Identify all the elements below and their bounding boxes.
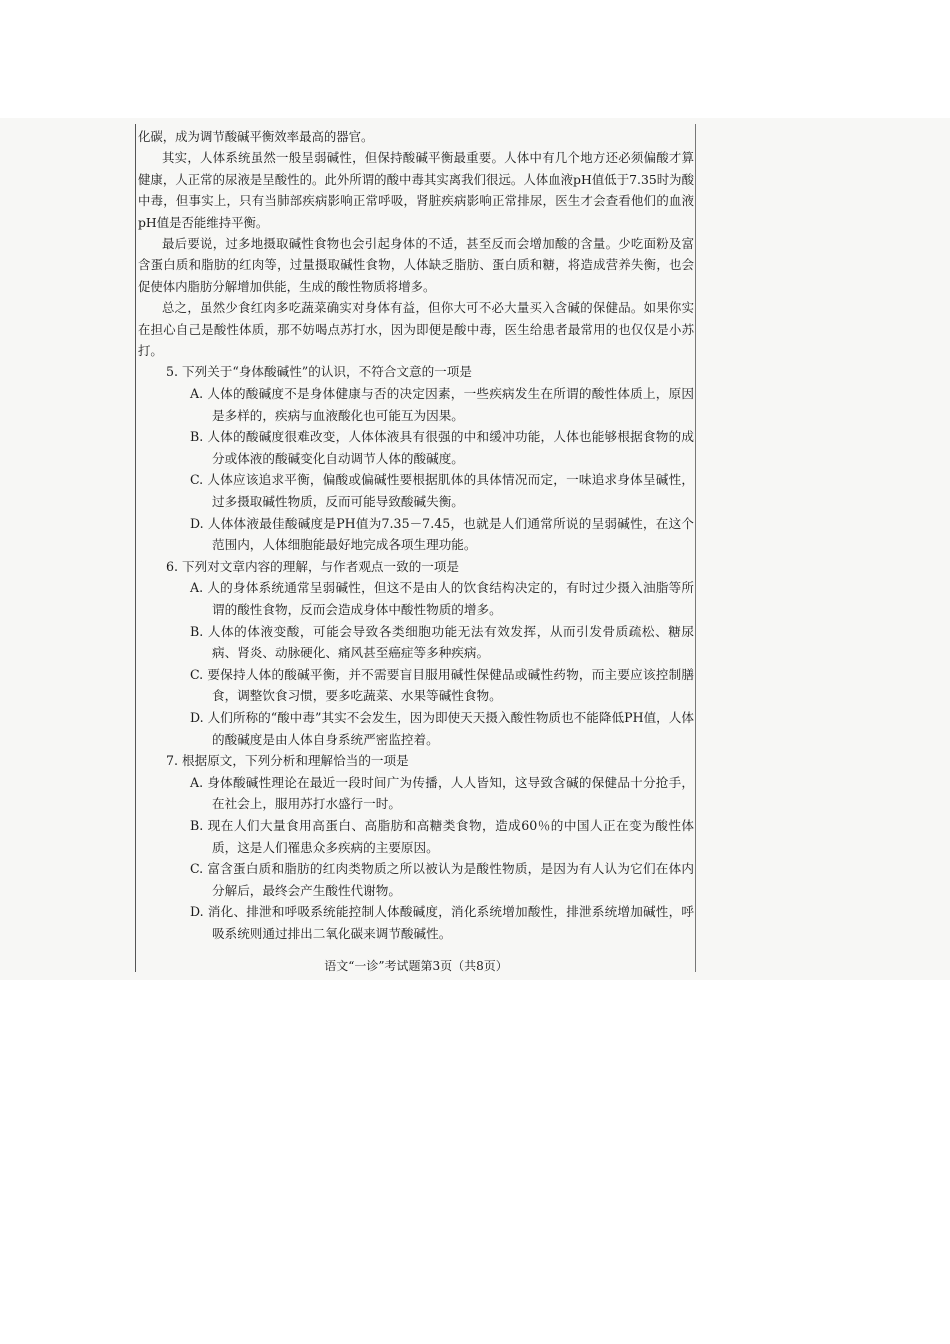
passage-paragraph: 其实，人体系统虽然一般呈弱碱性，但保持酸碱平衡最重要。人体中有几个地方还必须偏酸才算健康，人正常的尿液是呈酸性的。此外所谓的酸中毒其实离我们很远。人体血液pH值低于7.35时为酸中毒，但事实上，只有当肺部疾病影响正常呼吸，肾脏疾病影响正常排尿，医生才会查看他们的血液pH值是否能维持平衡。 [138,150,694,230]
option-d: D. 人们所称的“酸中毒”其实不会发生，因为即使天天摄入酸性物质也不能降低PH值，人体的酸碱度是由人体自身系统严密监控着。 [190,709,694,747]
page-content [138,126,694,945]
option-b: B. 人体的酸碱度很难改变，人体体液具有很强的中和缓冲功能，人体也能够根据食物的成分或体液的酸碱变化自动调节人体的酸碱度。 [190,429,694,466]
question-6 [138,556,694,750]
option-a: A. 人的身体系统通常呈弱碱性，但这不是由人的饮食结构决定的，有时过少摄入油脂等所谓的酸性食物，反而会造成身体中酸性物质的增多。 [190,580,694,617]
question-stem: 6. 下列对文章内容的理解，与作者观点一致的一项是 [166,558,460,574]
right-margin-rule [695,124,696,972]
option-b: B. 人体的体液变酸，可能会导致各类细胞功能无法有效发挥，从而引发骨质疏松、糖尿病、肾炎、动脉硬化、痛风甚至癌症等多种疾病。 [190,623,694,661]
option-b: B. 现在人们大量食用高蛋白、高脂肪和高糖类食物，造成60％的中国人正在变为酸性体质，这是人们罹患众多疾病的主要原因。 [190,817,694,855]
option-c: C. 富含蛋白质和脂肪的红肉类物质之所以被认为是酸性物质，是因为有人认为它们在体内分解后，最终会产生酸性代谢物。 [190,861,694,898]
passage-paragraph: 总之，虽然少食红肉多吃蔬菜确实对身体有益，但你大可不必大量买入含碱的保健品。如果你实在担心自己是酸性体质，那不妨喝点苏打水，因为即便是酸中毒，医生给患者最常用的也仅仅是小苏打。 [138,300,694,359]
option-d: D. 人体体液最佳酸碱度是PH值为7.35－7.45，也就是人们通常所说的呈弱碱性，在这个范围内，人体细胞能最好地完成各项生理功能。 [190,515,694,553]
passage-paragraph: 化碳，成为调节酸碱平衡效率最高的器官。 [138,129,374,144]
left-margin-rule [135,124,136,972]
option-c: C. 要保持人体的酸碱平衡，并不需要盲目服用碱性保健品或碱性药物，而主要应该控制膳食，调整饮食习惯，要多吃蔬菜、水果等碱性食物。 [190,666,694,704]
question-stem: 7. 根据原文，下列分析和理解恰当的一项是 [166,753,409,769]
page-footer: 语文“一诊”考试题第3页（共8页） [324,959,508,973]
option-c: C. 人体应该追求平衡，偏酸或偏碱性要根据肌体的具体情况而定，一味追求身体呈碱性，过多摄取碱性物质，反而可能导致酸碱失衡。 [190,472,694,510]
question-stem: 5. 下列关于“身体酸碱性”的认识，不符合文意的一项是 [166,364,472,380]
question-5 [138,361,694,555]
option-a: A. 人体的酸碱度不是身体健康与否的决定因素，一些疾病发生在所谓的酸性体质上，原因是多样的，疾病与血液酸化也可能互为因果。 [190,386,694,423]
passage-paragraph: 最后要说，过多地摄取碱性食物也会引起身体的不适，甚至反而会增加酸的含量。少吃面粉及富含蛋白质和脂肪的红肉等，过量摄取碱性食物，人体缺乏脂肪、蛋白质和糖，将造成营养失衡，也会促使体内脂肪分解增加供能，生成的酸性物质将增多。 [138,236,694,294]
question-7 [138,750,694,944]
option-d: D. 消化、排泄和呼吸系统能控制人体酸碱度，消化系统增加酸性，排泄系统增加碱性，呼吸系统则通过排出二氧化碳来调节酸碱性。 [190,904,694,941]
option-a: A. 身体酸碱性理论在最近一段时间广为传播，人人皆知，这导致含碱的保健品十分抢手，在社会上，服用苏打水盛行一时。 [190,774,694,812]
